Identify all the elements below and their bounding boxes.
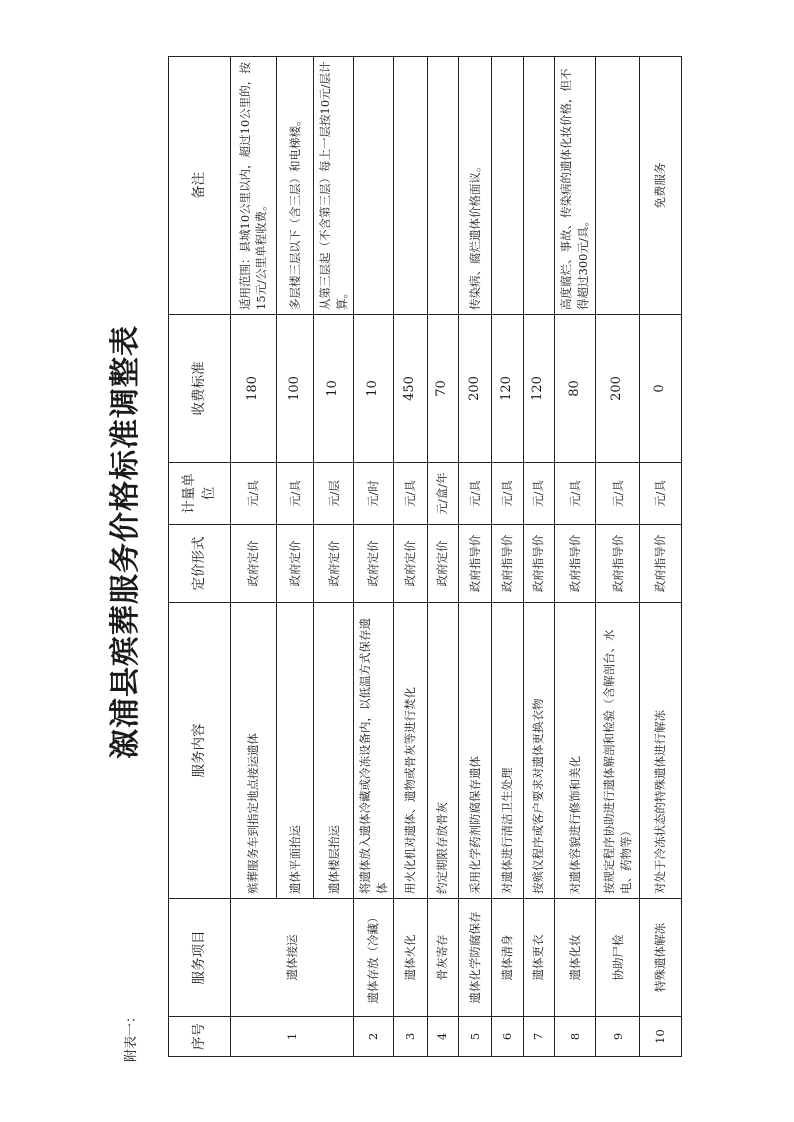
content-cell: 将遗体放入遗体冷藏或冷冻设备内，以低温方式保存遗体 [354,603,394,899]
item-cell: 遗体更衣 [523,899,554,1017]
unit-cell: 元/具 [640,463,682,525]
fee-cell: 180 [231,315,277,463]
content-cell: 遗体平面抬运 [276,603,314,899]
seq-cell: 8 [554,1017,596,1057]
item-cell: 遗体火化 [394,899,427,1017]
content-cell: 约定期限存放骨灰 [427,603,458,899]
header-seq: 序号 [169,1017,231,1057]
header-content: 服务内容 [169,603,231,899]
seq-cell: 6 [492,1017,523,1057]
table-row [354,57,394,1057]
form-cell: 政府定价 [314,525,354,603]
header-item: 服务项目 [169,899,231,1017]
form-cell: 政府定价 [427,525,458,603]
seq-cell: 7 [523,1017,554,1057]
table-row [523,57,554,1057]
fee-cell: 10 [314,315,354,463]
seq-cell: 2 [354,1017,394,1057]
seq-cell: 10 [640,1017,682,1057]
remark-cell: 传染病、腐烂遗体价格面议。 [458,57,491,315]
content-cell: 对遗体容貌进行修饰和美化 [554,603,596,899]
unit-cell: 元/层 [314,463,354,525]
item-cell: 遗体接运 [231,899,354,1017]
table-row [596,57,640,1057]
remark-cell [492,57,523,315]
table-row [640,57,682,1057]
content-cell: 按规定程序协助进行遗体解剖和检验（含解剖台、水电、药物等） [596,603,640,899]
remark-cell [523,57,554,315]
header-pricing-form: 定价形式 [169,525,231,603]
remark-cell: 高度腐烂、事故、传染病的遗体化妆价格，但不得超过300元/具。 [554,57,596,315]
fee-cell: 80 [554,315,596,463]
table-row [394,57,427,1057]
form-cell: 政府指导价 [554,525,596,603]
seq-cell: 9 [596,1017,640,1057]
unit-cell: 元/时 [354,463,394,525]
content-cell: 对遗体进行清洁卫生处理 [492,603,523,899]
unit-cell: 元/盒/年 [427,463,458,525]
unit-cell: 元/具 [596,463,640,525]
form-cell: 政府指导价 [492,525,523,603]
table-row [458,57,491,1057]
header-fee: 收费标准 [169,315,231,463]
remark-cell [394,57,427,315]
item-cell: 遗体存放（冷藏） [354,899,394,1017]
form-cell: 政府指导价 [640,525,682,603]
fee-cell: 100 [276,315,314,463]
remark-cell [354,57,394,315]
fee-cell: 450 [394,315,427,463]
fee-cell: 200 [596,315,640,463]
table-row [427,57,458,1057]
remark-cell: 免费服务 [640,57,682,315]
attachment-label: 附表一： [124,1009,139,1062]
unit-cell: 元/具 [394,463,427,525]
remark-cell: 适用范围：县城10公里以内，超过10公里的，按15元/公里单程收费。 [231,57,277,315]
form-cell: 政府指导价 [596,525,640,603]
content-cell: 遗体楼层抬运 [314,603,354,899]
table-header-row [169,57,231,1057]
remark-cell [596,57,640,315]
fee-cell: 0 [640,315,682,463]
item-cell: 特殊遗体解冻 [640,899,682,1017]
fee-cell: 200 [458,315,491,463]
item-cell: 骨灰寄存 [427,899,458,1017]
item-cell: 协助尸检 [596,899,640,1017]
remark-cell [427,57,458,315]
form-cell: 政府定价 [354,525,394,603]
fee-cell: 70 [427,315,458,463]
table-row [554,57,596,1057]
item-cell: 遗体化学防腐保存 [458,899,491,1017]
fee-cell: 10 [354,315,394,463]
seq-cell: 5 [458,1017,491,1057]
form-cell: 政府指导价 [458,525,491,603]
page-title: 溆浦县殡葬服务价格标准调整表 [108,325,143,759]
unit-cell: 元/具 [554,463,596,525]
remark-cell: 从第三层起（不含第三层）每上一层按10元/层计算。 [314,57,354,315]
content-cell: 对处于冷冻状态的特殊遗体进行解冻 [640,603,682,899]
item-cell: 遗体清身 [492,899,523,1017]
fee-table [168,56,682,1057]
remark-cell: 多层楼三层以下（含三层）和电梯楼。 [276,57,314,315]
content-cell: 殡葬服务车到指定地点接运遗体 [231,603,277,899]
seq-cell: 4 [427,1017,458,1057]
content-cell: 采用化学药剂防腐保存遗体 [458,603,491,899]
content-cell: 用火化机对遗体、遗物或骨灰等进行焚化 [394,603,427,899]
header-remark: 备注 [169,57,231,315]
form-cell: 政府定价 [231,525,277,603]
table-row [492,57,523,1057]
unit-cell: 元/具 [276,463,314,525]
form-cell: 政府定价 [276,525,314,603]
fee-cell: 120 [492,315,523,463]
seq-cell: 3 [394,1017,427,1057]
unit-cell: 元/具 [231,463,277,525]
unit-cell: 元/具 [458,463,491,525]
seq-cell: 1 [231,1017,354,1057]
form-cell: 政府定价 [394,525,427,603]
form-cell: 政府指导价 [523,525,554,603]
unit-cell: 元/具 [523,463,554,525]
header-unit: 计量单位 [169,463,231,525]
fee-cell: 120 [523,315,554,463]
table-row [231,57,277,1057]
unit-cell: 元/具 [492,463,523,525]
content-cell: 按殡仪程序或客户要求对遗体更换衣物 [523,603,554,899]
item-cell: 遗体化妆 [554,899,596,1017]
